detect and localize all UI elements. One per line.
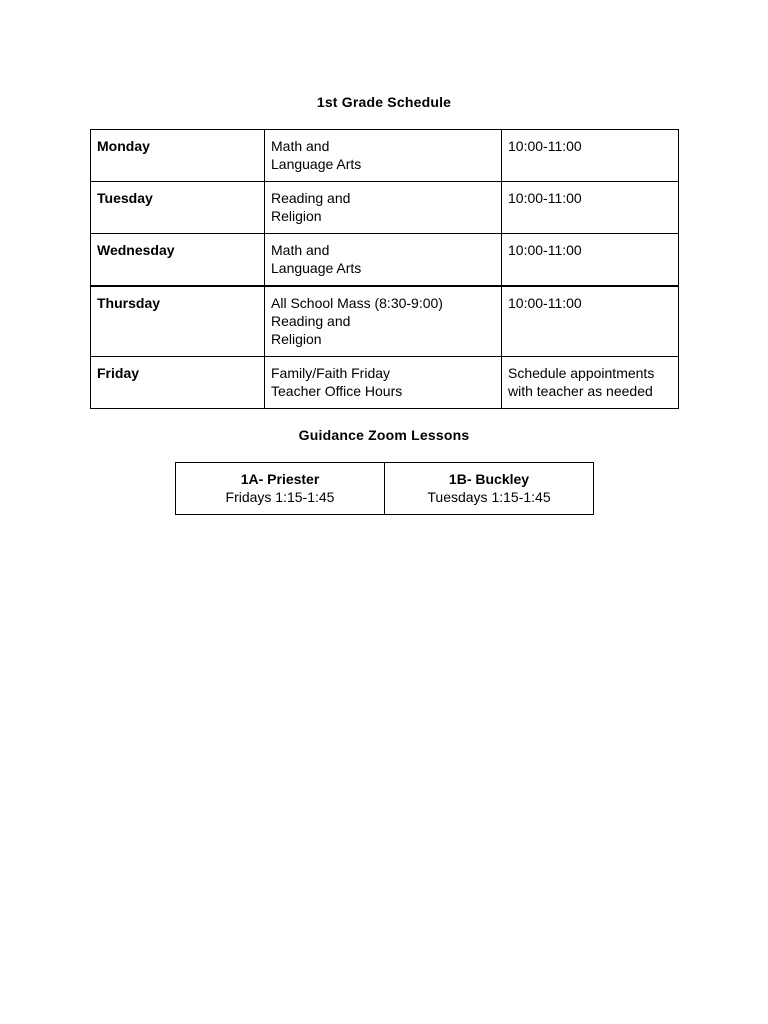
subject-line: Language Arts [271,156,362,172]
teacher-name: 1A- Priester [240,471,320,487]
schedule-table [90,129,679,409]
page-title: 1st Grade Schedule [316,94,452,110]
subject-line: Teacher Office Hours [271,383,403,399]
time-cell [502,130,679,182]
subjects-cell [265,130,502,182]
subject-line: Math and [271,138,330,154]
time-line: Schedule appointments [508,365,655,381]
subject-line: Math and [271,242,330,258]
time-cell [502,234,679,287]
time-line: 10:00-11:00 [508,138,582,154]
subject-line: Reading and [271,190,351,206]
table-row [91,286,679,357]
lesson-time: Fridays 1:15-1:45 [225,489,335,505]
time-line: 10:00-11:00 [508,242,582,258]
time-cell [502,182,679,234]
day-cell: Wednesday [91,234,265,287]
zoom-class-cell [176,463,385,515]
time-cell [502,286,679,357]
table-row [91,130,679,182]
lesson-time: Tuesdays 1:15-1:45 [427,489,551,505]
subject-line: Religion [271,331,322,347]
zoom-lessons-title: Guidance Zoom Lessons [298,427,470,443]
table-row [91,234,679,287]
time-line: 10:00-11:00 [508,190,582,206]
table-row [176,463,594,515]
time-line: with teacher as needed [508,383,653,399]
time-cell [502,357,679,409]
subjects-cell [265,234,502,287]
time-line: 10:00-11:00 [508,295,582,311]
table-row [91,182,679,234]
table-row [91,357,679,409]
teacher-name: 1B- Buckley [448,471,530,487]
day-cell: Tuesday [91,182,265,234]
subjects-cell [265,286,502,357]
zoom-lessons-table [175,462,594,515]
subject-line: Religion [271,208,322,224]
subjects-cell [265,357,502,409]
subject-line: All School Mass (8:30-9:00) [271,295,443,311]
day-cell: Thursday [91,286,265,357]
subject-line: Family/Faith Friday [271,365,391,381]
day-cell: Monday [91,130,265,182]
day-cell: Friday [91,357,265,409]
subjects-cell [265,182,502,234]
subject-line: Language Arts [271,260,362,276]
subject-line: Reading and [271,313,351,329]
zoom-class-cell [385,463,594,515]
